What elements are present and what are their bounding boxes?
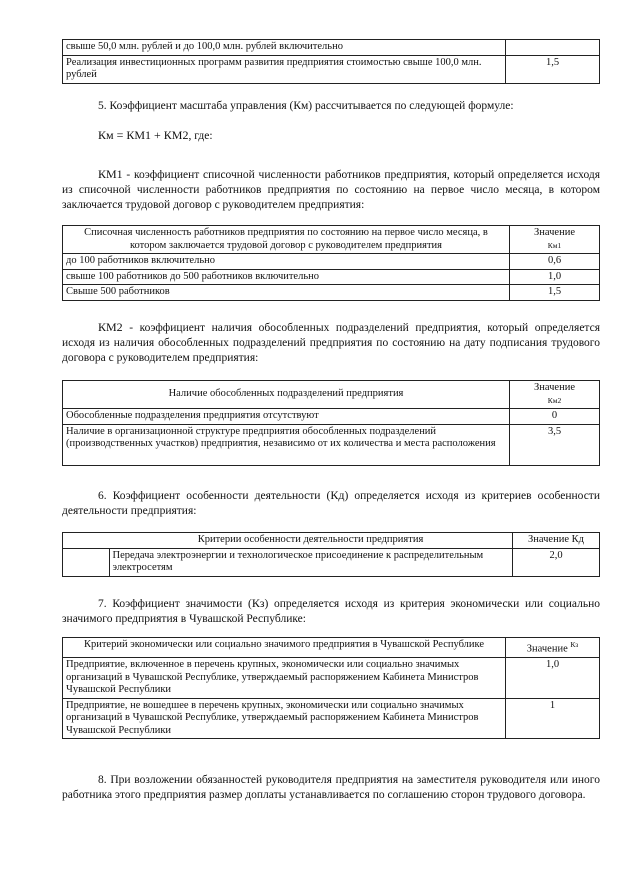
km1-symbol: КМ1 — [98, 167, 123, 181]
header-value-sub: Кз — [570, 640, 579, 649]
table-cell: 1,0 — [506, 658, 600, 699]
km1-text: - коэффициент списочной численности работников предприятия, который определяется исходя из списочной численности работников предприятия по состоянию на первое число месяца, в котором заключается трудовой договор с руководителем предприятия: — [62, 169, 600, 211]
kz-symbol: Кз — [251, 596, 265, 610]
header-value-label: Значение — [534, 227, 575, 238]
km2-text: - коэффициент наличия обособленных подразделений предприятия, который определяется исходя из наличия обособленных подразделений предприятия по состоянию на дату подписания трудового договора с руководителем предприятия: — [62, 322, 600, 364]
table-cell: Передача электроэнергии и технологическое присоединение к распределительным электросетям — [109, 548, 513, 576]
table-row — [63, 409, 600, 425]
table-cell — [63, 548, 110, 576]
investment-table — [62, 39, 600, 84]
table-cell: свыше 50,0 млн. рублей и до 100,0 млн. рублей включительно — [63, 40, 506, 56]
table-cell: 1,0 — [510, 269, 600, 285]
kd-symbol: Кд — [330, 488, 345, 502]
table-row — [63, 269, 600, 285]
km2-description — [62, 320, 600, 366]
header-value — [510, 381, 600, 409]
table-cell: Предприятие, не вошедшее в перечень крупных, экономически или социально значимых организаций в Чувашской Республике, утверждаемый распоряжением Кабинета Министров Чувашской Республики — [63, 698, 506, 739]
table-header-row — [63, 381, 600, 409]
table-header-row — [63, 226, 600, 254]
table-cell: свыше 100 работников до 500 работников включительно — [63, 269, 510, 285]
section-5-intro: 5. Коэффициент масштаба управления (Км) рассчитывается по следующей формуле: — [98, 100, 514, 112]
formula-expression: Км = КМ1 + КМ2 — [98, 128, 189, 142]
header-value-sub: Км1 — [547, 240, 562, 250]
section-7-text-a: 7. Коэффициент значимости ( — [98, 598, 252, 610]
formula — [98, 128, 398, 144]
section-6-text-a: 6. Коэффициент особенности деятельности ( — [98, 490, 331, 502]
header-criteria: Списочная численность работников предприятия по состоянию на первое число месяца, в котором заключается трудовой договор с руководителем предприятия — [63, 226, 510, 254]
table-cell: Обособленные подразделения предприятия отсутствуют — [63, 409, 510, 425]
table-header-row — [63, 533, 600, 549]
table-cell — [63, 533, 110, 549]
table-cell: 1,5 — [506, 55, 600, 83]
header-criteria: Наличие обособленных подразделений предприятия — [63, 381, 510, 409]
significance-table — [62, 637, 600, 739]
table-row — [63, 698, 600, 739]
header-criteria: Критерий экономически или социально значимого предприятия в Чувашской Республике — [63, 638, 506, 658]
table-cell: 3,5 — [510, 424, 600, 465]
table-row — [63, 40, 600, 56]
table-cell: 0,6 — [510, 254, 600, 270]
header-value-label: Значение — [534, 382, 575, 393]
km1-description — [62, 167, 600, 213]
table-cell: Наличие в организационной структуре предприятия обособленных подразделений (производственных участков) предприятия, независимо от их количества и места расположения — [63, 424, 510, 465]
km2-symbol: КМ2 — [98, 320, 123, 334]
section-6-text — [62, 488, 600, 519]
table-cell — [506, 40, 600, 56]
table-row — [63, 285, 600, 301]
table-cell: Реализация инвестиционных программ развития предприятия стоимостью свыше 100,0 млн. рублей — [63, 55, 506, 83]
header-value-sub: Км2 — [547, 395, 562, 405]
header-value-label: Значение — [526, 643, 568, 655]
table-cell: 2,0 — [513, 548, 600, 576]
formula-tail: , где: — [188, 130, 213, 142]
table-cell: Свыше 500 работников — [63, 285, 510, 301]
header-value — [506, 638, 600, 658]
table-cell: до 100 работников включительно — [63, 254, 510, 270]
table-row — [63, 548, 600, 576]
section-8-text: 8. При возложении обязанностей руководителя предприятия на заместителя руководителя или иного работника этого предприятия размер доплаты устанавливается по соглашению сторон трудового договора. — [62, 774, 600, 801]
table-cell: Предприятие, включенное в перечень крупных, экономически или социально значимых организаций в Чувашской Республике, утверждаемый распоряжением Кабинета Министров Чувашской Республики — [63, 658, 506, 699]
table-cell: 0 — [510, 409, 600, 425]
table-cell: 1 — [506, 698, 600, 739]
table-header-row — [63, 638, 600, 658]
table-row — [63, 55, 600, 83]
header-criteria: Критерии особенности деятельности предприятия — [109, 533, 513, 549]
staff-count-table — [62, 225, 600, 301]
table-row — [63, 424, 600, 465]
section-7-text — [62, 596, 600, 627]
subdivisions-table — [62, 380, 600, 466]
section-7-text-b: ) определяется исходя из критерия экономически или социально значимого предприятия в Чувашской Республике: — [62, 598, 600, 625]
header-value: Значение Кд — [513, 533, 600, 549]
table-row — [63, 658, 600, 699]
table-row — [63, 254, 600, 270]
activity-table — [62, 532, 600, 577]
table-cell: 1,5 — [510, 285, 600, 301]
section-6-text-b: ) определяется исходя из критериев особенности деятельности предприятия: — [62, 490, 600, 517]
header-value — [510, 226, 600, 254]
